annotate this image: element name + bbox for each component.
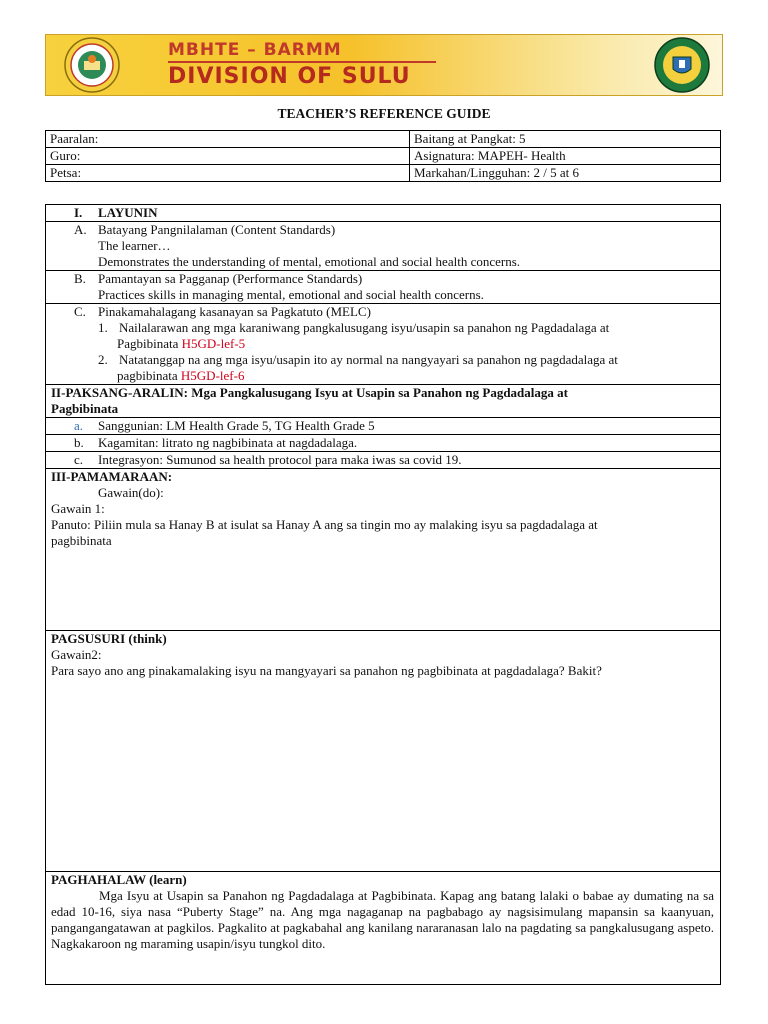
references-label: a. [74,418,84,433]
melc-item-1-number: 1. [98,320,108,335]
quarter-cell: Markahan/Lingguhan: 2 / 5 at 6 [410,165,721,182]
info-row [46,165,721,182]
activity-2-label: Gawain2: [51,647,102,662]
abstraction-heading: PAGHAHALAW (learn) [51,872,187,887]
banner-line-2: DIVISION OF SULU [168,64,411,89]
instructions-line-1: Panuto: Piliin mula sa Hanay B at isulat sa Hanay A ang sa tingin mo ay malaking isyu sa pagdadalaga at [51,517,598,532]
melc-row [46,304,721,385]
analysis-row [46,631,721,872]
barmm-seal-icon [64,37,120,93]
performance-standards-label: B. [74,271,86,286]
banner-divider [168,61,436,63]
melc-item-1-code: H5GD-lef-5 [181,336,246,351]
melc-item-2-code: H5GD-lef-6 [180,368,245,383]
performance-standards-title-text: Pamantayan sa Pagganap (Performance Standards) [98,271,363,286]
melc-item-1-continued [51,336,720,352]
activity-do-label: Gawain(do): [98,485,164,500]
melc-item-1-text: Nailalarawan ang mga karaniwang pangkalusugang isyu/usapin sa panahon ng Pagdadalaga at [119,320,610,335]
analysis-question: Para sayo ano ang pinakamalaking isyu na mangyayari sa panahon ng pagbibinata at pagdadalaga? Bakit? [51,663,602,678]
melc-title-text: Pinakamahalagang kasanayan sa Pagkatuto (MELC) [98,304,371,319]
materials-row [46,435,721,452]
integration-row [46,452,721,469]
date-cell: Petsa: [46,165,410,182]
performance-standards-title [51,271,720,287]
instructions-line-2: pagbibinata [51,533,112,548]
content-standards-line-1: The learner… [98,238,171,253]
info-table [45,130,721,182]
objectives-heading-row [46,205,721,222]
analysis-heading: PAGSUSURI (think) [51,631,167,646]
content-standards-title [51,222,720,238]
melc-item-2-text: Natatanggap na ang mga isyu/usapin ito ay normal na nangyayari sa panahon ng pagdadalaga at [119,352,618,367]
melc-item-1-text-2: Pagbibinata [117,336,179,351]
objectives-heading-text: LAYUNIN [98,205,158,220]
melc-title [51,304,720,320]
page-title: TEACHER’S REFERENCE GUIDE [277,106,491,121]
melc-label: C. [74,304,86,319]
abstraction-row [46,872,721,985]
melc-item-2-continued [51,368,720,384]
content-standards-row [46,222,721,271]
melc-item-2-text-2: pagbibinata [117,368,178,383]
banner-line-1: MBHTE – BARMM [168,40,342,60]
materials-label: b. [74,435,84,450]
references-item [51,418,720,434]
content-standards-label: A. [74,222,87,237]
materials-item [51,435,720,451]
performance-standards-line: Practices skills in managing mental, emotional and social health concerns. [98,287,484,302]
content-standards-title-text: Batayang Pangnilalaman (Content Standards) [98,222,336,237]
subject-matter-heading-row [46,385,721,418]
references-text: Sanggunian: LM Health Grade 5, TG Health Grade 5 [98,418,375,433]
materials-text: Kagamitan: litrato ng nagbibinata at nagdadalaga. [98,435,358,450]
melc-item-2 [51,352,720,368]
integration-item [51,452,720,468]
subject-matter-heading-2: Pagbibinata [51,401,119,416]
activity-1-label: Gawain 1: [51,501,105,516]
content-standards-line-2: Demonstrates the understanding of mental, emotional and social health concerns. [98,254,521,269]
division-of-sulu-seal-icon [654,37,710,93]
info-row [46,148,721,165]
performance-standards-row [46,271,721,304]
references-row [46,418,721,435]
header-banner [45,34,723,96]
procedure-heading: III-PAMAMARAAN: [51,469,173,484]
melc-item-2-number: 2. [98,352,108,367]
teacher-cell: Guro: [46,148,410,165]
objectives-heading [51,205,720,221]
abstraction-paragraph: Mga Isyu at Usapin sa Panahon ng Pagdadalaga at Pagbibinata. Kapag ang batang lalaki o babae ay dumating na sa edad 10-16, siya nasa “Puberty Stage” na. Ang mga nagaganap na pagbabago ay nagsisimulang mapansin sa kaanyuan, pangangangatawan at pagkilos. Pagkalito at pagkabahal ang kanilang nararanasan lalo na pagdating sa pangkalusugang aspeto. Nagkakaroon ng maraming usapin/isyu tungkol dito. [51,888,714,951]
procedure-row [46,469,721,631]
subject-cell: Asignatura: MAPEH- Health [410,148,721,165]
subject-matter-heading-1: II-PAKSANG-ARALIN: Mga Pangkalusugang Isyu at Usapin sa Panahon ng Pagdadalaga at [51,385,568,400]
integration-text: Integrasyon: Sumunod sa health protocol para maka iwas sa covid 19. [98,452,462,467]
info-row [46,131,721,148]
grade-cell: Baitang at Pangkat: 5 [410,131,721,148]
melc-item-1 [51,320,720,336]
lesson-table [45,204,721,985]
objectives-number: I. [74,205,83,220]
integration-label: c. [74,452,84,467]
school-cell: Paaralan: [46,131,410,148]
